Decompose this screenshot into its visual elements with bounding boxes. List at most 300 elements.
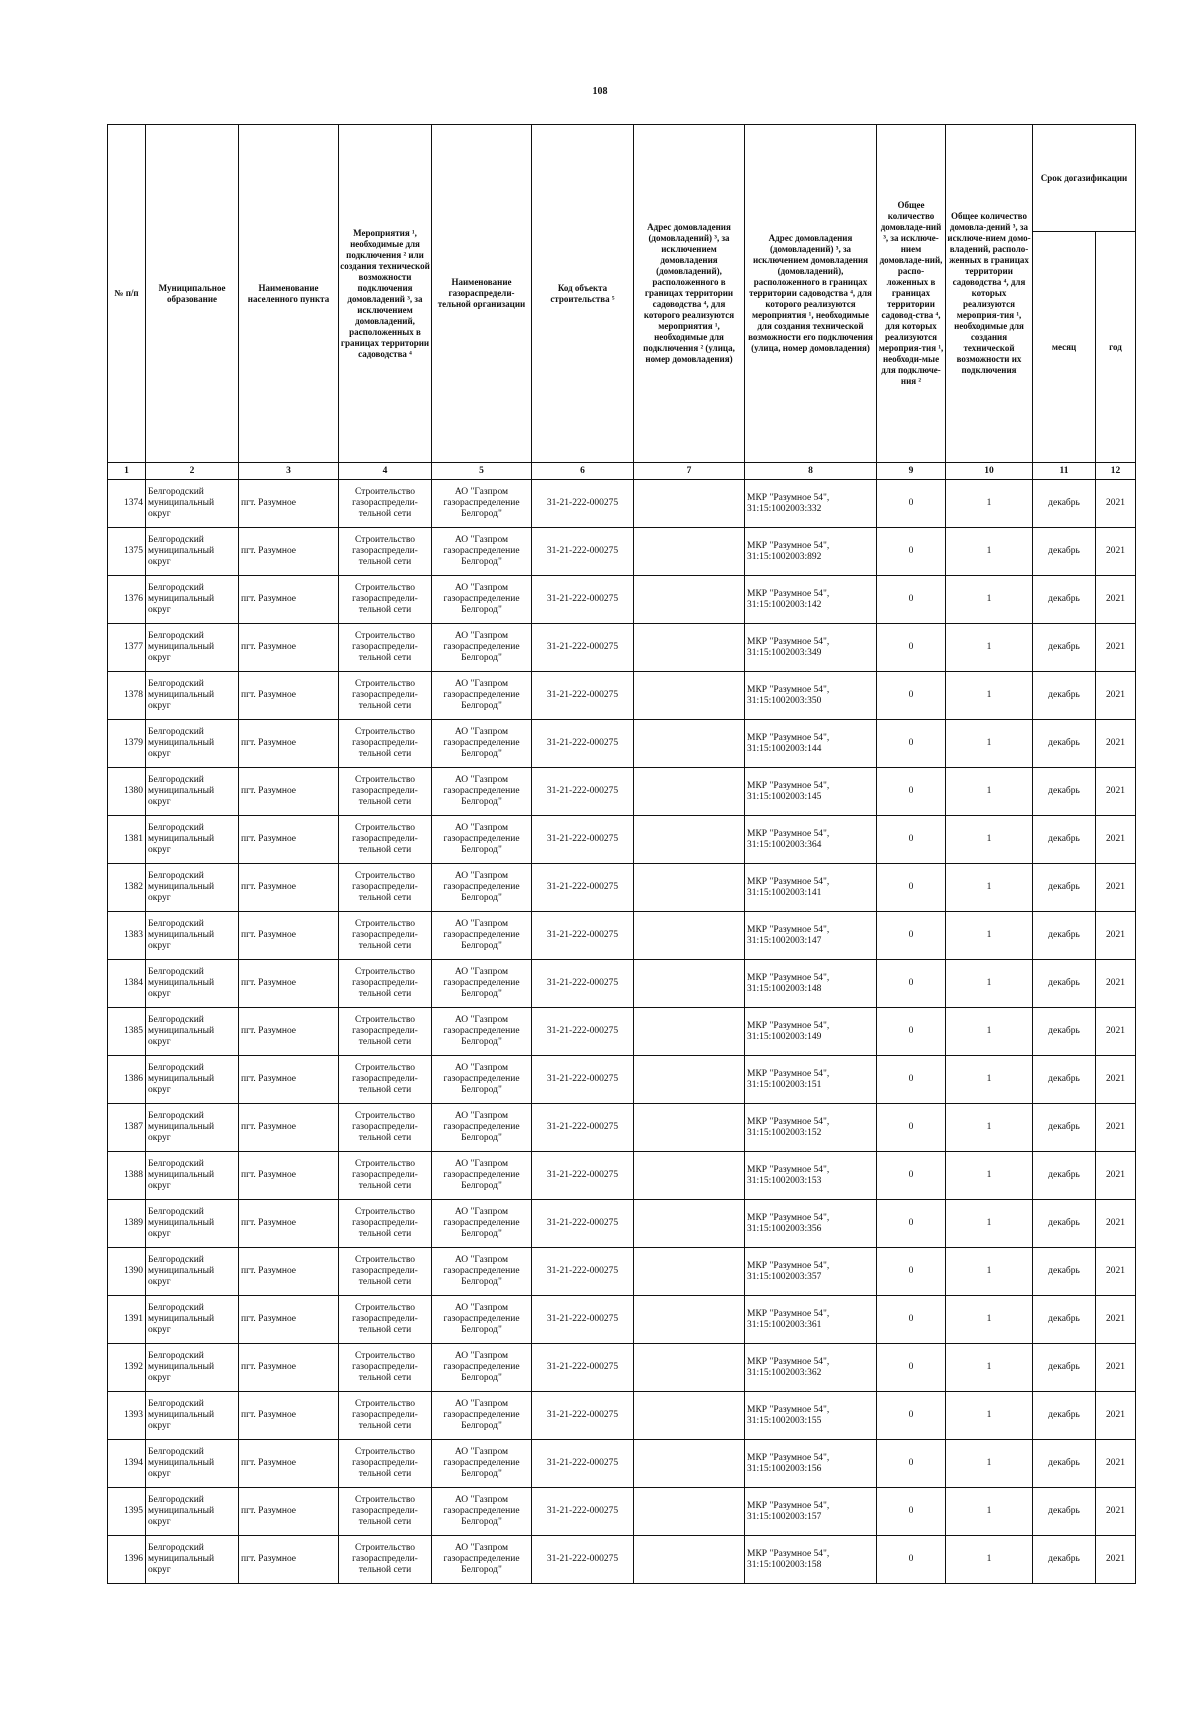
cell-count-connection: 0 xyxy=(877,1536,946,1584)
cell-measures: Строительство газораспредели-тельной сети xyxy=(339,1152,432,1200)
cell-month: декабрь xyxy=(1033,1056,1096,1104)
cell-count-technical: 1 xyxy=(946,768,1033,816)
cell-object-code: 31-21-222-000275 xyxy=(532,1392,634,1440)
cell-organization: АО "Газпром газораспределение Белгород" xyxy=(432,480,532,528)
cell-organization: АО "Газпром газораспределение Белгород" xyxy=(432,1056,532,1104)
cell-organization: АО "Газпром газораспределение Белгород" xyxy=(432,1008,532,1056)
cell-month: декабрь xyxy=(1033,624,1096,672)
cell-count-connection: 0 xyxy=(877,1296,946,1344)
cell-measures: Строительство газораспредели-тельной сети xyxy=(339,1440,432,1488)
cell-organization: АО "Газпром газораспределение Белгород" xyxy=(432,1248,532,1296)
cell-row-number: 1391 xyxy=(108,1296,146,1344)
table-row xyxy=(108,1152,1136,1200)
cell-object-code: 31-21-222-000275 xyxy=(532,720,634,768)
cell-address-technical: МКР "Разумное 54", 31:15:1002003:357 xyxy=(745,1248,877,1296)
cell-organization: АО "Газпром газораспределение Белгород" xyxy=(432,1488,532,1536)
cell-row-number: 1390 xyxy=(108,1248,146,1296)
cell-organization: АО "Газпром газораспределение Белгород" xyxy=(432,1296,532,1344)
cell-address-connection xyxy=(634,576,745,624)
cell-count-connection: 0 xyxy=(877,1056,946,1104)
cell-row-number: 1374 xyxy=(108,480,146,528)
column-number: 9 xyxy=(877,463,946,480)
cell-year: 2021 xyxy=(1096,1008,1136,1056)
cell-measures: Строительство газораспредели-тельной сети xyxy=(339,720,432,768)
table-row xyxy=(108,672,1136,720)
cell-organization: АО "Газпром газораспределение Белгород" xyxy=(432,1104,532,1152)
cell-organization: АО "Газпром газораспределение Белгород" xyxy=(432,1536,532,1584)
cell-count-connection: 0 xyxy=(877,1200,946,1248)
cell-settlement: пгт. Разумное xyxy=(239,1056,339,1104)
cell-measures: Строительство газораспредели-тельной сети xyxy=(339,864,432,912)
cell-organization: АО "Газпром газораспределение Белгород" xyxy=(432,912,532,960)
cell-row-number: 1380 xyxy=(108,768,146,816)
cell-municipality: Белгородский муниципальный округ xyxy=(146,1008,239,1056)
cell-count-technical: 1 xyxy=(946,1488,1033,1536)
cell-municipality: Белгородский муниципальный округ xyxy=(146,1392,239,1440)
cell-month: декабрь xyxy=(1033,1008,1096,1056)
cell-count-technical: 1 xyxy=(946,816,1033,864)
cell-settlement: пгт. Разумное xyxy=(239,1200,339,1248)
cell-year: 2021 xyxy=(1096,624,1136,672)
cell-object-code: 31-21-222-000275 xyxy=(532,528,634,576)
table-row xyxy=(108,960,1136,1008)
cell-municipality: Белгородский муниципальный округ xyxy=(146,576,239,624)
cell-measures: Строительство газораспредели-тельной сети xyxy=(339,1200,432,1248)
cell-count-connection: 0 xyxy=(877,768,946,816)
header-count-technical: Общее количество домовла-дений ³, за исключе-нием домо-владений, располо-женных в границах территории садоводства ⁴, для которых реализуются мероприя-тия ¹, необходимые для создания технической возможности их подключения xyxy=(946,125,1033,463)
cell-address-technical: МКР "Разумное 54", 31:15:1002003:349 xyxy=(745,624,877,672)
cell-count-connection: 0 xyxy=(877,624,946,672)
cell-settlement: пгт. Разумное xyxy=(239,1344,339,1392)
cell-row-number: 1379 xyxy=(108,720,146,768)
header-count-connection: Общее количество домовладе-ний ³, за исключе-нием домовладе-ний, распо-ложенных в границах территории садовод-ства ⁴, для которых реализуются мероприя-тия ¹, необходи-мые для подключе-ния ² xyxy=(877,125,946,463)
table-row xyxy=(108,1488,1136,1536)
cell-settlement: пгт. Разумное xyxy=(239,960,339,1008)
cell-row-number: 1393 xyxy=(108,1392,146,1440)
table-header xyxy=(108,125,1136,480)
cell-month: декабрь xyxy=(1033,1536,1096,1584)
cell-row-number: 1382 xyxy=(108,864,146,912)
cell-measures: Строительство газораспредели-тельной сети xyxy=(339,672,432,720)
cell-municipality: Белгородский муниципальный округ xyxy=(146,1488,239,1536)
cell-address-connection xyxy=(634,864,745,912)
cell-count-connection: 0 xyxy=(877,1008,946,1056)
cell-municipality: Белгородский муниципальный округ xyxy=(146,1344,239,1392)
cell-settlement: пгт. Разумное xyxy=(239,1440,339,1488)
column-number: 10 xyxy=(946,463,1033,480)
cell-month: декабрь xyxy=(1033,528,1096,576)
cell-count-connection: 0 xyxy=(877,912,946,960)
cell-measures: Строительство газораспредели-тельной сети xyxy=(339,576,432,624)
cell-count-technical: 1 xyxy=(946,576,1033,624)
cell-address-connection xyxy=(634,528,745,576)
cell-count-technical: 1 xyxy=(946,1392,1033,1440)
table-row xyxy=(108,1296,1136,1344)
cell-year: 2021 xyxy=(1096,1344,1136,1392)
cell-row-number: 1375 xyxy=(108,528,146,576)
cell-address-connection xyxy=(634,1536,745,1584)
cell-year: 2021 xyxy=(1096,720,1136,768)
cell-municipality: Белгородский муниципальный округ xyxy=(146,1296,239,1344)
cell-address-connection xyxy=(634,1104,745,1152)
cell-row-number: 1386 xyxy=(108,1056,146,1104)
cell-organization: АО "Газпром газораспределение Белгород" xyxy=(432,816,532,864)
cell-count-technical: 1 xyxy=(946,528,1033,576)
cell-row-number: 1376 xyxy=(108,576,146,624)
cell-settlement: пгт. Разумное xyxy=(239,528,339,576)
cell-row-number: 1392 xyxy=(108,1344,146,1392)
cell-address-technical: МКР "Разумное 54", 31:15:1002003:153 xyxy=(745,1152,877,1200)
cell-address-technical: МКР "Разумное 54", 31:15:1002003:364 xyxy=(745,816,877,864)
column-number: 1 xyxy=(108,463,146,480)
cell-month: декабрь xyxy=(1033,1104,1096,1152)
cell-count-technical: 1 xyxy=(946,912,1033,960)
cell-year: 2021 xyxy=(1096,1296,1136,1344)
cell-address-connection xyxy=(634,720,745,768)
table-row xyxy=(108,480,1136,528)
cell-object-code: 31-21-222-000275 xyxy=(532,624,634,672)
column-number: 3 xyxy=(239,463,339,480)
cell-month: декабрь xyxy=(1033,720,1096,768)
header-organization: Наименование газораспредели-тельной организации xyxy=(432,125,532,463)
cell-municipality: Белгородский муниципальный округ xyxy=(146,624,239,672)
cell-count-technical: 1 xyxy=(946,1104,1033,1152)
cell-organization: АО "Газпром газораспределение Белгород" xyxy=(432,528,532,576)
header-settlement: Наименование населенного пункта xyxy=(239,125,339,463)
column-number: 12 xyxy=(1096,463,1136,480)
cell-municipality: Белгородский муниципальный округ xyxy=(146,912,239,960)
cell-month: декабрь xyxy=(1033,1248,1096,1296)
cell-address-connection xyxy=(634,1152,745,1200)
cell-count-technical: 1 xyxy=(946,1296,1033,1344)
cell-address-technical: МКР "Разумное 54", 31:15:1002003:350 xyxy=(745,672,877,720)
gasification-table xyxy=(107,124,1136,1584)
table-row xyxy=(108,816,1136,864)
cell-settlement: пгт. Разумное xyxy=(239,1152,339,1200)
cell-object-code: 31-21-222-000275 xyxy=(532,864,634,912)
cell-count-technical: 1 xyxy=(946,480,1033,528)
cell-measures: Строительство газораспредели-тельной сети xyxy=(339,1008,432,1056)
cell-count-technical: 1 xyxy=(946,1008,1033,1056)
cell-count-connection: 0 xyxy=(877,864,946,912)
cell-address-technical: МКР "Разумное 54", 31:15:1002003:356 xyxy=(745,1200,877,1248)
cell-object-code: 31-21-222-000275 xyxy=(532,1056,634,1104)
header-measures: Мероприятия ¹, необходимые для подключения ² или создания технической возможности подключения домовладений ³, за исключением домовладений, расположенных в границах территории садоводства ⁴ xyxy=(339,125,432,463)
cell-count-technical: 1 xyxy=(946,624,1033,672)
cell-measures: Строительство газораспредели-тельной сети xyxy=(339,768,432,816)
cell-count-technical: 1 xyxy=(946,1200,1033,1248)
cell-count-connection: 0 xyxy=(877,1248,946,1296)
cell-object-code: 31-21-222-000275 xyxy=(532,1536,634,1584)
cell-address-connection xyxy=(634,1248,745,1296)
cell-address-connection xyxy=(634,1008,745,1056)
cell-year: 2021 xyxy=(1096,1200,1136,1248)
cell-object-code: 31-21-222-000275 xyxy=(532,1296,634,1344)
cell-year: 2021 xyxy=(1096,1440,1136,1488)
cell-organization: АО "Газпром газораспределение Белгород" xyxy=(432,1152,532,1200)
table-row xyxy=(108,864,1136,912)
cell-measures: Строительство газораспредели-тельной сети xyxy=(339,624,432,672)
cell-settlement: пгт. Разумное xyxy=(239,768,339,816)
cell-month: декабрь xyxy=(1033,1152,1096,1200)
cell-municipality: Белгородский муниципальный округ xyxy=(146,1104,239,1152)
cell-count-connection: 0 xyxy=(877,1440,946,1488)
cell-month: декабрь xyxy=(1033,912,1096,960)
cell-count-connection: 0 xyxy=(877,720,946,768)
cell-year: 2021 xyxy=(1096,528,1136,576)
cell-address-technical: МКР "Разумное 54", 31:15:1002003:158 xyxy=(745,1536,877,1584)
cell-year: 2021 xyxy=(1096,864,1136,912)
column-number: 4 xyxy=(339,463,432,480)
cell-organization: АО "Газпром газораспределение Белгород" xyxy=(432,960,532,1008)
cell-count-technical: 1 xyxy=(946,1248,1033,1296)
cell-municipality: Белгородский муниципальный округ xyxy=(146,1440,239,1488)
cell-organization: АО "Газпром газораспределение Белгород" xyxy=(432,768,532,816)
cell-row-number: 1389 xyxy=(108,1200,146,1248)
cell-settlement: пгт. Разумное xyxy=(239,1248,339,1296)
column-number: 7 xyxy=(634,463,745,480)
cell-row-number: 1381 xyxy=(108,816,146,864)
cell-object-code: 31-21-222-000275 xyxy=(532,1344,634,1392)
cell-settlement: пгт. Разумное xyxy=(239,720,339,768)
cell-municipality: Белгородский муниципальный округ xyxy=(146,672,239,720)
cell-municipality: Белгородский муниципальный округ xyxy=(146,1536,239,1584)
cell-address-connection xyxy=(634,960,745,1008)
cell-row-number: 1388 xyxy=(108,1152,146,1200)
cell-organization: АО "Газпром газораспределение Белгород" xyxy=(432,672,532,720)
cell-row-number: 1394 xyxy=(108,1440,146,1488)
table-body xyxy=(108,480,1136,1584)
cell-object-code: 31-21-222-000275 xyxy=(532,672,634,720)
cell-month: декабрь xyxy=(1033,1344,1096,1392)
cell-row-number: 1384 xyxy=(108,960,146,1008)
cell-month: декабрь xyxy=(1033,1392,1096,1440)
cell-address-connection xyxy=(634,1440,745,1488)
cell-year: 2021 xyxy=(1096,480,1136,528)
cell-measures: Строительство газораспредели-тельной сети xyxy=(339,816,432,864)
cell-object-code: 31-21-222-000275 xyxy=(532,1008,634,1056)
cell-address-technical: МКР "Разумное 54", 31:15:1002003:155 xyxy=(745,1392,877,1440)
cell-municipality: Белгородский муниципальный округ xyxy=(146,528,239,576)
cell-address-technical: МКР "Разумное 54", 31:15:1002003:152 xyxy=(745,1104,877,1152)
cell-address-connection xyxy=(634,480,745,528)
table-row xyxy=(108,768,1136,816)
cell-address-connection xyxy=(634,1296,745,1344)
cell-object-code: 31-21-222-000275 xyxy=(532,1488,634,1536)
cell-settlement: пгт. Разумное xyxy=(239,1488,339,1536)
cell-year: 2021 xyxy=(1096,912,1136,960)
cell-object-code: 31-21-222-000275 xyxy=(532,960,634,1008)
cell-object-code: 31-21-222-000275 xyxy=(532,1248,634,1296)
cell-object-code: 31-21-222-000275 xyxy=(532,768,634,816)
cell-settlement: пгт. Разумное xyxy=(239,1536,339,1584)
cell-month: декабрь xyxy=(1033,1200,1096,1248)
header-month: месяц xyxy=(1033,232,1096,463)
cell-row-number: 1387 xyxy=(108,1104,146,1152)
cell-object-code: 31-21-222-000275 xyxy=(532,1104,634,1152)
cell-object-code: 31-21-222-000275 xyxy=(532,1152,634,1200)
cell-address-connection xyxy=(634,768,745,816)
table-row xyxy=(108,912,1136,960)
column-number: 2 xyxy=(146,463,239,480)
cell-municipality: Белгородский муниципальный округ xyxy=(146,1152,239,1200)
cell-address-connection xyxy=(634,912,745,960)
cell-address-connection xyxy=(634,816,745,864)
cell-measures: Строительство газораспредели-тельной сети xyxy=(339,1104,432,1152)
cell-count-technical: 1 xyxy=(946,720,1033,768)
cell-measures: Строительство газораспредели-тельной сети xyxy=(339,912,432,960)
cell-count-connection: 0 xyxy=(877,1344,946,1392)
cell-settlement: пгт. Разумное xyxy=(239,1392,339,1440)
cell-settlement: пгт. Разумное xyxy=(239,576,339,624)
header-deadline-group: Срок догазификации xyxy=(1033,125,1136,232)
cell-address-technical: МКР "Разумное 54", 31:15:1002003:332 xyxy=(745,480,877,528)
table-row xyxy=(108,528,1136,576)
header-row-number: № п/п xyxy=(108,125,146,463)
cell-measures: Строительство газораспредели-тельной сети xyxy=(339,1344,432,1392)
cell-settlement: пгт. Разумное xyxy=(239,816,339,864)
cell-object-code: 31-21-222-000275 xyxy=(532,912,634,960)
cell-municipality: Белгородский муниципальный округ xyxy=(146,864,239,912)
table-row xyxy=(108,576,1136,624)
cell-measures: Строительство газораспредели-тельной сети xyxy=(339,1248,432,1296)
cell-address-technical: МКР "Разумное 54", 31:15:1002003:149 xyxy=(745,1008,877,1056)
cell-year: 2021 xyxy=(1096,1056,1136,1104)
cell-month: декабрь xyxy=(1033,1440,1096,1488)
cell-month: декабрь xyxy=(1033,480,1096,528)
cell-object-code: 31-21-222-000275 xyxy=(532,1200,634,1248)
table-row xyxy=(108,1200,1136,1248)
cell-organization: АО "Газпром газораспределение Белгород" xyxy=(432,864,532,912)
header-address-technical: Адрес домовладения (домовладений) ³, за исключением домовладения (домовладений), расположенного в границах территории садоводства ⁴, для которого реализуются мероприятия ¹, необходимые для создания технической возможности его подключения (улица, номер домовладения) xyxy=(745,125,877,463)
cell-address-connection xyxy=(634,624,745,672)
cell-object-code: 31-21-222-000275 xyxy=(532,1440,634,1488)
column-number: 8 xyxy=(745,463,877,480)
header-year: год xyxy=(1096,232,1136,463)
cell-address-technical: МКР "Разумное 54", 31:15:1002003:145 xyxy=(745,768,877,816)
cell-municipality: Белгородский муниципальный округ xyxy=(146,1056,239,1104)
header-address-connection: Адрес домовладения (домовладений) ³, за исключением домовладения (домовладений), расположенного в границах территории садоводства ⁴, для которого реализуются мероприятия ¹, необходимые для подключения ² (улица, номер домовладения) xyxy=(634,125,745,463)
cell-count-technical: 1 xyxy=(946,672,1033,720)
cell-year: 2021 xyxy=(1096,960,1136,1008)
cell-address-technical: МКР "Разумное 54", 31:15:1002003:362 xyxy=(745,1344,877,1392)
cell-measures: Строительство газораспредели-тельной сети xyxy=(339,1392,432,1440)
cell-address-technical: МКР "Разумное 54", 31:15:1002003:148 xyxy=(745,960,877,1008)
cell-year: 2021 xyxy=(1096,1248,1136,1296)
cell-count-connection: 0 xyxy=(877,816,946,864)
table-row xyxy=(108,1008,1136,1056)
cell-address-technical: МКР "Разумное 54", 31:15:1002003:361 xyxy=(745,1296,877,1344)
cell-count-technical: 1 xyxy=(946,1440,1033,1488)
cell-organization: АО "Газпром газораспределение Белгород" xyxy=(432,624,532,672)
cell-month: декабрь xyxy=(1033,864,1096,912)
cell-address-connection xyxy=(634,1200,745,1248)
cell-count-connection: 0 xyxy=(877,480,946,528)
cell-address-technical: МКР "Разумное 54", 31:15:1002003:141 xyxy=(745,864,877,912)
cell-address-technical: МКР "Разумное 54", 31:15:1002003:892 xyxy=(745,528,877,576)
cell-month: декабрь xyxy=(1033,768,1096,816)
cell-settlement: пгт. Разумное xyxy=(239,1104,339,1152)
cell-month: декабрь xyxy=(1033,672,1096,720)
table-row xyxy=(108,1392,1136,1440)
cell-measures: Строительство газораспредели-тельной сети xyxy=(339,528,432,576)
cell-year: 2021 xyxy=(1096,672,1136,720)
cell-settlement: пгт. Разумное xyxy=(239,624,339,672)
cell-year: 2021 xyxy=(1096,1392,1136,1440)
cell-measures: Строительство газораспредели-тельной сети xyxy=(339,960,432,1008)
cell-address-technical: МКР "Разумное 54", 31:15:1002003:151 xyxy=(745,1056,877,1104)
column-number: 11 xyxy=(1033,463,1096,480)
cell-count-technical: 1 xyxy=(946,1344,1033,1392)
cell-organization: АО "Газпром газораспределение Белгород" xyxy=(432,1440,532,1488)
table-row xyxy=(108,1344,1136,1392)
column-number: 6 xyxy=(532,463,634,480)
cell-object-code: 31-21-222-000275 xyxy=(532,816,634,864)
table-row xyxy=(108,1440,1136,1488)
cell-year: 2021 xyxy=(1096,1536,1136,1584)
cell-row-number: 1396 xyxy=(108,1536,146,1584)
cell-settlement: пгт. Разумное xyxy=(239,480,339,528)
cell-measures: Строительство газораспредели-тельной сети xyxy=(339,1056,432,1104)
cell-municipality: Белгородский муниципальный округ xyxy=(146,1248,239,1296)
cell-address-connection xyxy=(634,672,745,720)
cell-organization: АО "Газпром газораспределение Белгород" xyxy=(432,576,532,624)
cell-object-code: 31-21-222-000275 xyxy=(532,576,634,624)
cell-address-connection xyxy=(634,1488,745,1536)
cell-count-connection: 0 xyxy=(877,1488,946,1536)
cell-count-connection: 0 xyxy=(877,960,946,1008)
cell-year: 2021 xyxy=(1096,576,1136,624)
column-number-row xyxy=(108,463,1136,480)
cell-count-connection: 0 xyxy=(877,528,946,576)
cell-organization: АО "Газпром газораспределение Белгород" xyxy=(432,1344,532,1392)
cell-month: декабрь xyxy=(1033,576,1096,624)
cell-count-technical: 1 xyxy=(946,1152,1033,1200)
cell-month: декабрь xyxy=(1033,1296,1096,1344)
cell-year: 2021 xyxy=(1096,1152,1136,1200)
cell-organization: АО "Газпром газораспределение Белгород" xyxy=(432,1392,532,1440)
cell-settlement: пгт. Разумное xyxy=(239,1296,339,1344)
cell-month: декабрь xyxy=(1033,1488,1096,1536)
table-row xyxy=(108,1248,1136,1296)
cell-organization: АО "Газпром газораспределение Белгород" xyxy=(432,720,532,768)
cell-count-technical: 1 xyxy=(946,960,1033,1008)
cell-count-connection: 0 xyxy=(877,1392,946,1440)
cell-row-number: 1377 xyxy=(108,624,146,672)
cell-address-technical: МКР "Разумное 54", 31:15:1002003:156 xyxy=(745,1440,877,1488)
cell-address-technical: МКР "Разумное 54", 31:15:1002003:147 xyxy=(745,912,877,960)
table-row xyxy=(108,1056,1136,1104)
table-row xyxy=(108,1104,1136,1152)
cell-address-technical: МКР "Разумное 54", 31:15:1002003:157 xyxy=(745,1488,877,1536)
cell-municipality: Белгородский муниципальный округ xyxy=(146,960,239,1008)
cell-row-number: 1385 xyxy=(108,1008,146,1056)
cell-count-connection: 0 xyxy=(877,672,946,720)
cell-measures: Строительство газораспредели-тельной сети xyxy=(339,1536,432,1584)
cell-count-technical: 1 xyxy=(946,1536,1033,1584)
header-object-code: Код объекта строительства ⁵ xyxy=(532,125,634,463)
cell-measures: Строительство газораспредели-тельной сети xyxy=(339,1488,432,1536)
page-number: 108 xyxy=(592,86,608,97)
cell-year: 2021 xyxy=(1096,768,1136,816)
cell-organization: АО "Газпром газораспределение Белгород" xyxy=(432,1200,532,1248)
table-row xyxy=(108,720,1136,768)
cell-municipality: Белгородский муниципальный округ xyxy=(146,1200,239,1248)
cell-row-number: 1383 xyxy=(108,912,146,960)
header-municipality: Муниципальное образование xyxy=(146,125,239,463)
cell-row-number: 1395 xyxy=(108,1488,146,1536)
cell-settlement: пгт. Разумное xyxy=(239,864,339,912)
